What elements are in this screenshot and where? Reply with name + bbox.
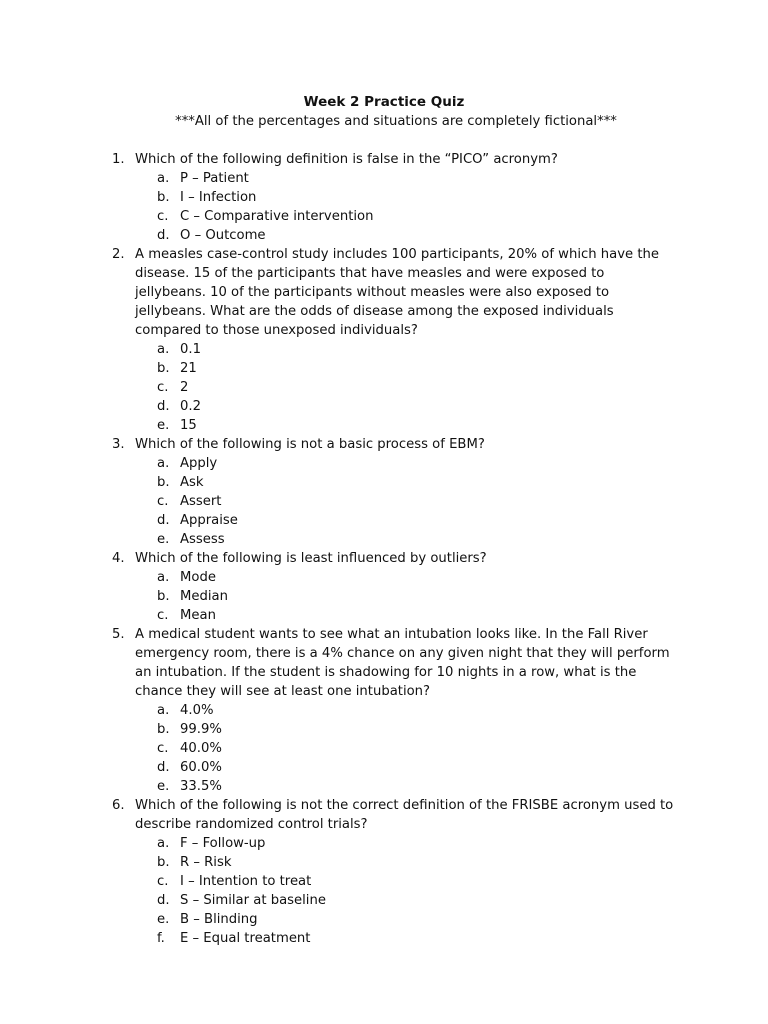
option-text: B – Blinding [180,912,258,927]
question-number: 5. [112,627,125,642]
question-text: A measles case-control study includes 100 participants, 20% of which have the disease. 15 of the participants that have measles and were exposed to jellybeans. 10 of the participants without measles were also exposed to jellybeans. What are the odds of disease among the exposed individuals compared to those unexposed individuals? [135,247,659,338]
answer-option [0,758,768,777]
question-2 [0,245,768,435]
question-text: Which of the following definition is false in the “PICO” acronym? [135,152,558,167]
answer-option [0,777,768,796]
question-list [0,150,768,948]
option-text: Mode [180,570,216,585]
option-letter: c. [157,209,169,224]
answer-option [0,872,768,891]
answer-option [0,910,768,929]
answer-option [0,891,768,910]
option-letter: c. [157,874,169,889]
answer-option [0,340,768,359]
option-text: 15 [180,418,197,433]
answer-option [0,606,768,625]
option-text: S – Similar at baseline [180,893,326,908]
option-text: Assert [180,494,222,509]
answer-options [0,169,768,245]
question-text: Which of the following is not a basic process of EBM? [135,437,485,452]
option-text: C – Comparative intervention [180,209,374,224]
question-5 [0,625,768,796]
option-letter: a. [157,703,170,718]
option-letter: a. [157,456,170,471]
answer-option [0,454,768,473]
option-text: O – Outcome [180,228,266,243]
option-letter: a. [157,342,170,357]
option-text: 4.0% [180,703,214,718]
option-letter: c. [157,741,169,756]
question-number: 1. [112,152,125,167]
option-text: E – Equal treatment [180,931,311,946]
answer-option [0,416,768,435]
answer-option [0,473,768,492]
option-letter: d. [157,513,170,528]
answer-option [0,587,768,606]
question-1 [0,150,768,245]
option-letter: a. [157,570,170,585]
question-number: 4. [112,551,125,566]
option-text: 2 [180,380,189,395]
question-text: A medical student wants to see what an intubation looks like. In the Fall River emergency room, there is a 4% chance on any given night that they will perform an intubation. If the student is shadowing for 10 nights in a row, what is the chance they will see at least one intubation? [135,627,670,699]
option-letter: b. [157,475,170,490]
option-letter: e. [157,779,170,794]
option-letter: d. [157,228,170,243]
option-text: 0.1 [180,342,201,357]
question-text: Which of the following is least influenced by outliers? [135,551,487,566]
answer-option [0,929,768,948]
answer-option [0,853,768,872]
option-letter: c. [157,494,169,509]
option-text: 99.9% [180,722,222,737]
option-text: Mean [180,608,216,623]
answer-option [0,207,768,226]
option-letter: b. [157,855,170,870]
question-text: Which of the following is not the correct definition of the FRISBE acronym used to describe randomized control trials? [135,798,674,832]
answer-option [0,739,768,758]
option-letter: d. [157,893,170,908]
option-text: I – Intention to treat [180,874,312,889]
answer-option [0,397,768,416]
answer-options [0,454,768,549]
question-6 [0,796,768,948]
answer-option [0,701,768,720]
option-letter: d. [157,760,170,775]
option-letter: e. [157,912,170,927]
question-number: 3. [112,437,125,452]
answer-options [0,701,768,796]
question-4 [0,549,768,625]
answer-option [0,530,768,549]
answer-option [0,834,768,853]
option-letter: d. [157,399,170,414]
option-text: F – Follow-up [180,836,266,851]
option-text: I – Infection [180,190,257,205]
answer-option [0,359,768,378]
option-text: Appraise [180,513,238,528]
answer-options [0,834,768,948]
answer-option [0,188,768,207]
option-text: Median [180,589,228,604]
option-letter: e. [157,418,170,433]
option-text: 33.5% [180,779,222,794]
option-letter: e. [157,532,170,547]
answer-options [0,568,768,625]
option-text: 0.2 [180,399,201,414]
answer-option [0,226,768,245]
option-text: Assess [180,532,225,547]
option-text: R – Risk [180,855,232,870]
option-letter: a. [157,171,170,186]
option-letter: b. [157,589,170,604]
question-3 [0,435,768,549]
answer-option [0,169,768,188]
option-text: 40.0% [180,741,222,756]
option-letter: b. [157,722,170,737]
option-letter: f. [157,931,165,946]
answer-options [0,340,768,435]
answer-option [0,720,768,739]
question-number: 2. [112,247,125,262]
answer-option [0,511,768,530]
option-letter: b. [157,361,170,376]
option-letter: c. [157,380,169,395]
answer-option [0,568,768,587]
option-letter: c. [157,608,169,623]
answer-option [0,492,768,511]
option-text: Ask [180,475,204,490]
option-text: 60.0% [180,760,222,775]
option-letter: b. [157,190,170,205]
answer-option [0,378,768,397]
question-number: 6. [112,798,125,813]
option-letter: a. [157,836,170,851]
option-text: 21 [180,361,197,376]
page-title: Week 2 Practice Quiz [303,94,465,110]
option-text: Apply [180,456,218,471]
option-text: P – Patient [180,171,249,186]
page-subtitle: ***All of the percentages and situations are completely fictional*** [175,114,617,129]
